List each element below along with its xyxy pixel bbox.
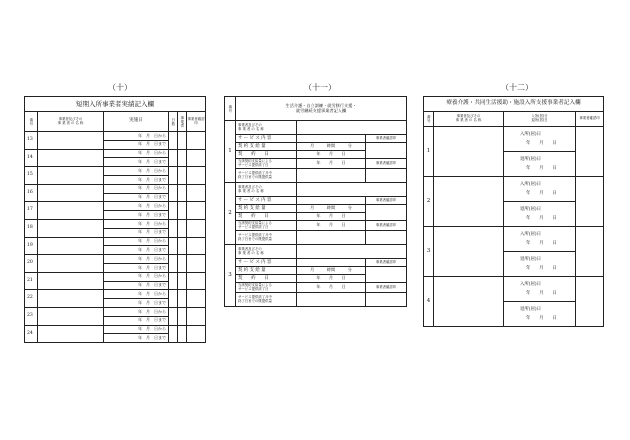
table-row xyxy=(225,245,407,259)
provider-name-cell[interactable] xyxy=(297,245,407,259)
provider-name-label: 事業者及びその 事 業 者 の 名 称 xyxy=(236,121,297,135)
move-out-date-cell[interactable]: 退所(居)日 年 月 日 xyxy=(504,202,576,227)
table-row xyxy=(25,307,206,316)
contract-date-label: 契 約 日 xyxy=(236,213,297,221)
section-header-11: （十一） xyxy=(304,83,336,92)
move-out-date-cell[interactable]: 退所(居)日 年 月 日 xyxy=(504,252,576,277)
block-number: 2 xyxy=(225,183,236,245)
col-number-header: 番号 xyxy=(25,112,38,132)
table-row xyxy=(25,237,206,246)
provider-name-cell[interactable] xyxy=(38,325,104,343)
provider-name-label: 事業者及びその 事 業 者 の 名 称 xyxy=(236,245,297,259)
provider-name-cell[interactable] xyxy=(38,219,104,237)
period-to-cell[interactable]: 年 月 日まで xyxy=(104,334,169,343)
confirm-seal-cell[interactable] xyxy=(576,277,604,327)
residential-service-title: 療養介護・共同生活援助・施設入所支援事業者記入欄 xyxy=(424,97,604,112)
period-from-cell[interactable]: 年 月 日から xyxy=(104,219,169,228)
short-stay-table xyxy=(24,96,206,343)
residential-service-table xyxy=(423,96,604,327)
row-number: 20 xyxy=(25,255,38,273)
confirm-seal-cell[interactable] xyxy=(366,267,407,283)
provider-name-cell[interactable] xyxy=(38,255,104,273)
provider-name-cell[interactable] xyxy=(38,237,104,255)
provider-name-cell[interactable] xyxy=(38,290,104,308)
table-row xyxy=(424,227,604,252)
move-out-date-cell[interactable]: 退所(居)日 年 月 日 xyxy=(504,152,576,177)
provider-cell[interactable] xyxy=(178,202,187,220)
period-from-cell[interactable]: 年 月 日から xyxy=(104,202,169,211)
days-cell[interactable] xyxy=(169,219,178,237)
confirm-seal-cell[interactable] xyxy=(187,219,206,237)
col-number-header: 番号 xyxy=(424,112,434,127)
period-to-cell[interactable]: 年 月 日まで xyxy=(104,193,169,202)
daytime-service-table xyxy=(224,96,407,307)
row-number: 15 xyxy=(25,167,38,185)
provider-name-cell[interactable] xyxy=(38,272,104,290)
confirm-seal-cell[interactable] xyxy=(187,272,206,290)
block-number: 1 xyxy=(424,127,434,177)
confirm-label: 事業者確認印 xyxy=(366,135,407,143)
days-cell[interactable] xyxy=(169,184,178,202)
service-content-label: サ ー ビ ス 内 容 xyxy=(236,197,297,205)
value-cell[interactable]: 年 月 日 xyxy=(297,151,366,159)
days-cell[interactable] xyxy=(169,307,178,325)
days-cell[interactable] xyxy=(169,167,178,185)
table-row xyxy=(25,290,206,299)
col-number-header: 番号 xyxy=(225,97,236,121)
block-number: 3 xyxy=(225,245,236,307)
period-from-cell[interactable]: 年 月 日から xyxy=(104,149,169,158)
move-out-date-cell[interactable]: 退所(居)日 年 月 日 xyxy=(504,302,576,327)
period-to-cell[interactable]: 年 月 日まで xyxy=(104,281,169,290)
table-row xyxy=(25,149,206,158)
row-number: 22 xyxy=(25,290,38,308)
period-from-cell[interactable]: 年 月 日から xyxy=(104,167,169,176)
confirm-seal-cell[interactable] xyxy=(366,205,407,221)
table-row xyxy=(424,127,604,152)
period-from-cell[interactable]: 年 月 日から xyxy=(104,290,169,299)
table-row xyxy=(225,267,407,275)
table-row xyxy=(225,121,407,135)
confirm-label: 事業者確認印 xyxy=(366,197,407,205)
table-row xyxy=(25,272,206,281)
move-in-date-cell[interactable]: 入所(居)日 年 月 日 xyxy=(504,227,576,252)
table-row xyxy=(424,277,604,302)
period-to-cell[interactable]: 年 月 日まで xyxy=(104,140,169,149)
provider-name-cell[interactable] xyxy=(38,149,104,167)
period-to-cell[interactable]: 年 月 日まで xyxy=(104,228,169,237)
row-number: 24 xyxy=(25,325,38,343)
used-amount-cell[interactable] xyxy=(297,293,366,307)
confirm-seal-cell[interactable] xyxy=(187,132,206,150)
block-number: 2 xyxy=(424,177,434,227)
table-row xyxy=(225,231,407,245)
period-to-cell[interactable]: 年 月 日まで xyxy=(104,246,169,255)
period-to-cell[interactable]: 年 月 日まで xyxy=(104,175,169,184)
col-provider-name-header: 事業者及びその 事 業 者 の 名 称 xyxy=(434,112,504,127)
days-cell[interactable] xyxy=(169,237,178,255)
value-cell[interactable]: 月 時間 分 xyxy=(297,205,366,213)
provider-name-cell[interactable] xyxy=(434,127,504,177)
table-row xyxy=(225,159,407,169)
value-cell[interactable] xyxy=(297,197,366,205)
end-date-label: 当該契約支給量による サービス提供終了日 xyxy=(236,283,297,293)
value-cell[interactable]: 年 月 日 xyxy=(297,159,366,169)
table-row xyxy=(25,132,206,141)
table-row xyxy=(225,169,407,183)
col-in-out-header: 入所(居)日 退所(居)日 xyxy=(504,112,576,127)
row-number: 16 xyxy=(25,184,38,202)
period-to-cell[interactable]: 年 月 日まで xyxy=(104,158,169,167)
value-cell[interactable] xyxy=(297,259,366,267)
provider-cell[interactable] xyxy=(178,237,187,255)
days-cell[interactable] xyxy=(169,149,178,167)
period-from-cell[interactable]: 年 月 日から xyxy=(104,184,169,193)
provider-name-cell[interactable] xyxy=(434,277,504,327)
used-amount-label: サービス提供終了月中 終了日までの既提供量 xyxy=(236,293,297,307)
table-row xyxy=(25,167,206,176)
value-cell[interactable]: 月 時間 分 xyxy=(297,143,366,151)
provider-cell[interactable] xyxy=(178,272,187,290)
period-to-cell[interactable]: 年 月 日まで xyxy=(104,263,169,272)
row-number: 18 xyxy=(25,219,38,237)
used-amount-label: サービス提供終了月中 終了日までの既提供量 xyxy=(236,231,297,245)
confirm-seal-cell[interactable] xyxy=(187,167,206,185)
period-from-cell[interactable]: 年 月 日から xyxy=(104,255,169,264)
period-from-cell[interactable]: 年 月 日から xyxy=(104,132,169,141)
used-amount-cell[interactable] xyxy=(297,169,366,183)
confirm-label: 事業者確認印 xyxy=(366,259,407,267)
confirm-seal-cell[interactable] xyxy=(187,290,206,308)
table-row xyxy=(424,177,604,202)
confirm-seal-cell[interactable] xyxy=(366,293,407,307)
block-number: 4 xyxy=(424,277,434,327)
row-number: 13 xyxy=(25,132,38,150)
confirm-seal-cell[interactable] xyxy=(187,149,206,167)
contract-amount-label: 契 約 支 給 量 xyxy=(236,267,297,275)
days-cell[interactable] xyxy=(169,202,178,220)
row-number: 19 xyxy=(25,237,38,255)
table-row xyxy=(225,205,407,213)
used-amount-label: サービス提供終了月中 終了日までの既提供量 xyxy=(236,169,297,183)
table-row xyxy=(25,184,206,193)
table-row xyxy=(225,135,407,143)
col-confirm-header: 事業者確認印 xyxy=(576,112,604,127)
contract-amount-label: 契 約 支 給 量 xyxy=(236,143,297,151)
confirm-label: 事業者確認印 xyxy=(366,159,407,169)
period-from-cell[interactable]: 年 月 日から xyxy=(104,237,169,246)
confirm-seal-cell[interactable] xyxy=(187,325,206,343)
days-cell[interactable] xyxy=(169,290,178,308)
confirm-label: 事業者確認印 xyxy=(366,221,407,231)
table-row xyxy=(225,259,407,267)
provider-name-cell[interactable] xyxy=(434,227,504,277)
period-from-cell[interactable]: 年 月 日から xyxy=(104,325,169,334)
table-row xyxy=(225,221,407,231)
col-period-header: 実施日 xyxy=(104,112,169,132)
block-number: 1 xyxy=(225,121,236,183)
provider-cell[interactable] xyxy=(178,149,187,167)
provider-cell[interactable] xyxy=(178,325,187,343)
table-row xyxy=(25,325,206,334)
table-row xyxy=(225,183,407,197)
table-row xyxy=(225,293,407,307)
contract-date-label: 契 約 日 xyxy=(236,275,297,283)
provider-name-cell[interactable] xyxy=(434,177,504,227)
end-date-label: 当該契約支給量による サービス提供終了日 xyxy=(236,159,297,169)
table-row xyxy=(25,255,206,264)
provider-name-cell[interactable] xyxy=(297,121,407,135)
confirm-seal-cell[interactable] xyxy=(187,307,206,325)
confirm-seal-cell[interactable] xyxy=(576,227,604,277)
provider-name-cell[interactable] xyxy=(297,183,407,197)
move-in-date-cell[interactable]: 入所(居)日 年 月 日 xyxy=(504,177,576,202)
period-to-cell[interactable]: 年 月 日まで xyxy=(104,316,169,325)
table-row xyxy=(225,143,407,151)
provider-cell[interactable] xyxy=(178,132,187,150)
value-cell[interactable]: 年 月 日 xyxy=(297,213,366,221)
value-cell[interactable] xyxy=(297,135,366,143)
provider-name-cell[interactable] xyxy=(38,202,104,220)
value-cell[interactable]: 年 月 日 xyxy=(297,221,366,231)
period-from-cell[interactable]: 年 月 日から xyxy=(104,307,169,316)
block-number: 3 xyxy=(424,227,434,277)
table-row xyxy=(25,202,206,211)
provider-name-cell[interactable] xyxy=(38,307,104,325)
days-cell[interactable] xyxy=(169,132,178,150)
provider-name-cell[interactable] xyxy=(38,167,104,185)
service-content-label: サ ー ビ ス 内 容 xyxy=(236,259,297,267)
used-amount-cell[interactable] xyxy=(297,231,366,245)
provider-name-cell[interactable] xyxy=(38,132,104,150)
table-row xyxy=(225,283,407,293)
value-cell[interactable]: 年 月 日 xyxy=(297,275,366,283)
period-to-cell[interactable]: 年 月 日まで xyxy=(104,299,169,308)
days-cell[interactable] xyxy=(169,255,178,273)
table-row xyxy=(25,219,206,228)
col-provider-header: 事業者 xyxy=(178,112,187,132)
confirm-seal-cell[interactable] xyxy=(366,143,407,159)
service-content-label: サ ー ビ ス 内 容 xyxy=(236,135,297,143)
table-row xyxy=(225,197,407,205)
period-to-cell[interactable]: 年 月 日まで xyxy=(104,211,169,220)
provider-cell[interactable] xyxy=(178,219,187,237)
contract-amount-label: 契 約 支 給 量 xyxy=(236,205,297,213)
row-number: 14 xyxy=(25,149,38,167)
provider-cell[interactable] xyxy=(178,167,187,185)
days-cell[interactable] xyxy=(169,325,178,343)
provider-cell[interactable] xyxy=(178,290,187,308)
confirm-seal-cell[interactable] xyxy=(366,169,407,183)
confirm-seal-cell[interactable] xyxy=(187,255,206,273)
row-number: 21 xyxy=(25,272,38,290)
confirm-seal-cell[interactable] xyxy=(187,202,206,220)
confirm-label: 事業者確認印 xyxy=(366,283,407,293)
short-stay-title: 短期入所事業者実績記入欄 xyxy=(25,97,206,112)
row-number: 23 xyxy=(25,307,38,325)
move-in-date-cell[interactable]: 入所(居)日 年 月 日 xyxy=(504,127,576,152)
days-cell[interactable] xyxy=(169,272,178,290)
confirm-seal-cell[interactable] xyxy=(187,184,206,202)
value-cell[interactable]: 年 月 日 xyxy=(297,283,366,293)
col-confirm-header: 事業者確認印 xyxy=(187,112,206,132)
end-date-label: 当該契約支給量による サービス提供終了日 xyxy=(236,221,297,231)
provider-name-label: 事業者及びその 事 業 者 の 名 称 xyxy=(236,183,297,197)
col-days-header: 日数 xyxy=(169,112,178,132)
provider-name-cell[interactable] xyxy=(38,184,104,202)
row-number: 17 xyxy=(25,202,38,220)
section-header-10: （十） xyxy=(108,83,132,92)
contract-date-label: 契 約 日 xyxy=(236,151,297,159)
move-in-date-cell[interactable]: 入所(居)日 年 月 日 xyxy=(504,277,576,302)
confirm-seal-cell[interactable] xyxy=(366,231,407,245)
daytime-service-title: 生活介護・自立訓練・就労移行支援・ 就労継続支援事業者記入欄 xyxy=(236,97,407,121)
provider-cell[interactable] xyxy=(178,184,187,202)
period-from-cell[interactable]: 年 月 日から xyxy=(104,272,169,281)
confirm-seal-cell[interactable] xyxy=(187,237,206,255)
section-header-12: （十二） xyxy=(501,83,533,92)
value-cell[interactable]: 月 時間 分 xyxy=(297,267,366,275)
confirm-seal-cell[interactable] xyxy=(576,127,604,177)
provider-cell[interactable] xyxy=(178,255,187,273)
col-provider-name-header: 事業者及びその 事 業 者 の 名 称 xyxy=(38,112,104,132)
confirm-seal-cell[interactable] xyxy=(576,177,604,227)
provider-cell[interactable] xyxy=(178,307,187,325)
